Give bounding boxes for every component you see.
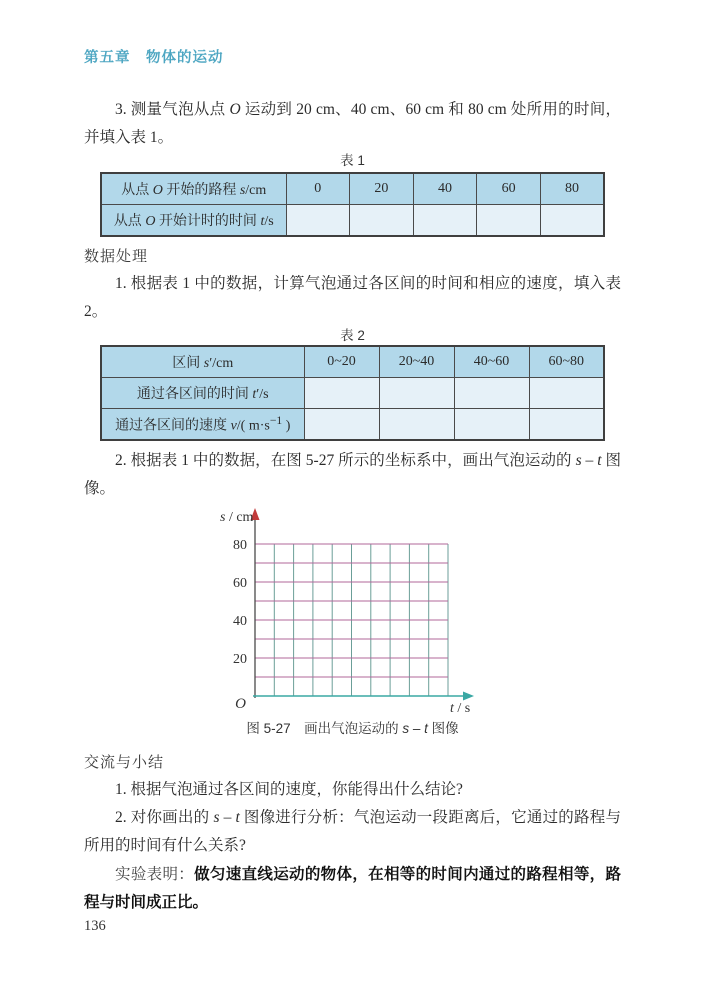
table1-cell-blank	[350, 205, 414, 237]
svg-text:40: 40	[233, 614, 247, 629]
table1-cell: 60	[477, 173, 541, 205]
chapter-header: 第五章 物体的运动	[84, 50, 224, 66]
table-row	[101, 346, 604, 378]
table2-cell-blank	[304, 378, 379, 409]
table-row	[101, 205, 604, 237]
table2-cell-blank	[529, 409, 604, 441]
page-number: 136	[84, 918, 106, 934]
paragraph-data2: 2. 根据表 1 中的数据，在图 5-27 所示的坐标系中，画出气泡运动的 s – t 图像。	[84, 452, 622, 497]
conclusion-lead: 实验表明：	[115, 866, 195, 883]
table1-cell: 40	[413, 173, 477, 205]
table2-row2-label: 通过各区间的时间 t′/s	[101, 378, 304, 409]
figure-caption: 图 5-27 画出气泡运动的 s – t 图像	[246, 721, 459, 736]
table2-cell: 20~40	[379, 346, 454, 378]
table1-caption: 表 1	[340, 153, 365, 168]
table-2	[100, 345, 605, 441]
conclusion-body: 做匀速直线运动的物体，在相等的时间内通过的路程相等，路程与时间成正比。	[84, 866, 621, 911]
table1-row1-label: 从点 O 开始的路程 s/cm	[101, 173, 286, 205]
table1-cell-blank	[540, 205, 604, 237]
table1-cell-blank	[477, 205, 541, 237]
table2-cell-blank	[529, 378, 604, 409]
paragraph-conclusion	[84, 861, 621, 917]
table1-row2-label: 从点 O 开始计时的时间 t/s	[101, 205, 286, 237]
table1-cell-blank	[286, 205, 350, 237]
table-row	[101, 378, 604, 409]
table2-cell: 40~60	[454, 346, 529, 378]
table2-cell-blank	[379, 409, 454, 441]
svg-text:80: 80	[233, 538, 247, 553]
table2-caption: 表 2	[340, 328, 365, 343]
table-row	[101, 173, 604, 205]
table1-cell: 80	[540, 173, 604, 205]
table2-cell-blank	[304, 409, 379, 441]
svg-text:20: 20	[233, 652, 247, 667]
svg-text:O: O	[235, 696, 246, 712]
table2-cell-blank	[379, 378, 454, 409]
table2-row1-label: 区间 s′/cm	[101, 346, 304, 378]
table-row	[101, 409, 604, 441]
table2-cell: 0~20	[304, 346, 379, 378]
table1-cell: 0	[286, 173, 350, 205]
table2-cell-blank	[454, 378, 529, 409]
st-coordinate-grid	[198, 503, 490, 735]
paragraph-question2: 2. 对你画出的 s – t 图像进行分析：气泡运动一段距离后，它通过的路程与所用的时间有什么关系?	[84, 809, 621, 854]
section-heading-data-processing: 数据处理	[84, 248, 149, 265]
paragraph-question1: 1. 根据气泡通过各区间的速度，你能得出什么结论?	[115, 781, 463, 798]
table1-cell: 20	[350, 173, 414, 205]
paragraph-step3: 3. 测量气泡从点 O 运动到 20 cm、40 cm、60 cm 和 80 cm 处所用的时间，并填入表 1。	[84, 101, 621, 146]
paragraph-data1: 1. 根据表 1 中的数据，计算气泡通过各区间的时间和相应的速度，填入表 2。	[84, 275, 621, 320]
table2-cell-blank	[454, 409, 529, 441]
svg-text:60: 60	[233, 576, 247, 591]
svg-text:t / s: t / s	[450, 701, 471, 716]
table2-row3-label: 通过各区间的速度 v/( $m\cdot s^{-1}$ )	[101, 409, 304, 441]
section-heading-summary: 交流与小结	[84, 754, 165, 771]
svg-text:s / cm: s / cm	[220, 510, 254, 525]
table1-cell-blank	[413, 205, 477, 237]
table-1	[100, 172, 605, 237]
table2-cell: 60~80	[529, 346, 604, 378]
